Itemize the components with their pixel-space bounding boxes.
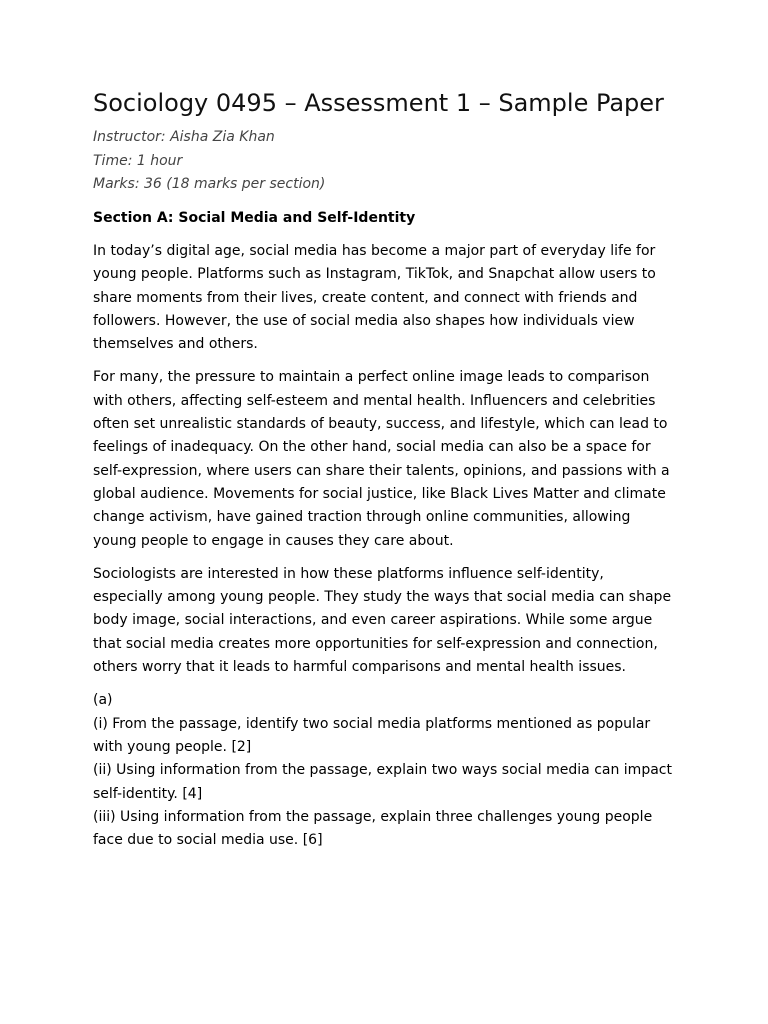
- instructor-line: Instructor: Aisha Zia Khan: [93, 129, 275, 145]
- marks-line: Marks: 36 (18 marks per section): [93, 176, 326, 192]
- passage-paragraph-3: Sociologists are interested in how these platforms influence self-identity, especially among young people. They study the ways that social media can shape body image, social interactions, and even career aspirations. While some argue that social media creates more opportunities for self-expression and connection, others worry that it leads to harmful comparisons and mental health issues.: [93, 565, 672, 676]
- section-a-heading: Section A: Social Media and Self-Identity: [93, 209, 416, 226]
- question-label: (a): [93, 692, 113, 709]
- passage-paragraph-2: For many, the pressure to maintain a perfect online image leads to comparison with others, affecting self-esteem and mental health. Influencers and celebrities often set unrealistic standards of beauty, success, and lifestyle, which can lead to feelings of inadequacy. On the other hand, social media can also be a space for self-expression, where users can share their talents, opinions, and passions with a global audience. Movements for social justice, like Black Lives Matter and climate change activism, have gained traction through online communities, allowing young people to engage in causes they care about.: [93, 369, 670, 549]
- assessment-meta: [93, 126, 673, 197]
- time-line: Time: 1 hour: [93, 152, 183, 169]
- question-block: [93, 689, 673, 852]
- page-title: Sociology 0495 – Assessment 1 – Sample Paper: [93, 89, 664, 117]
- question-item-ii: (ii) Using information from the passage, explain two ways social media can impact self-identity. [4]: [93, 762, 672, 802]
- question-item-i: (i) From the passage, identify two social media platforms mentioned as popular with young people. [2]: [93, 715, 651, 755]
- document-page: [93, 82, 673, 852]
- question-item-iii: (iii) Using information from the passage, explain three challenges young people face due to social media use. [6]: [93, 808, 653, 849]
- passage-paragraph-1: In today’s digital age, social media has become a major part of everyday life for young people. Platforms such as Instagram, TikTok, and Snapchat allow users to share moments from their lives, create content, and connect with friends and followers. However, the use of social media also shapes how individuals view themselves and others.: [93, 243, 656, 353]
